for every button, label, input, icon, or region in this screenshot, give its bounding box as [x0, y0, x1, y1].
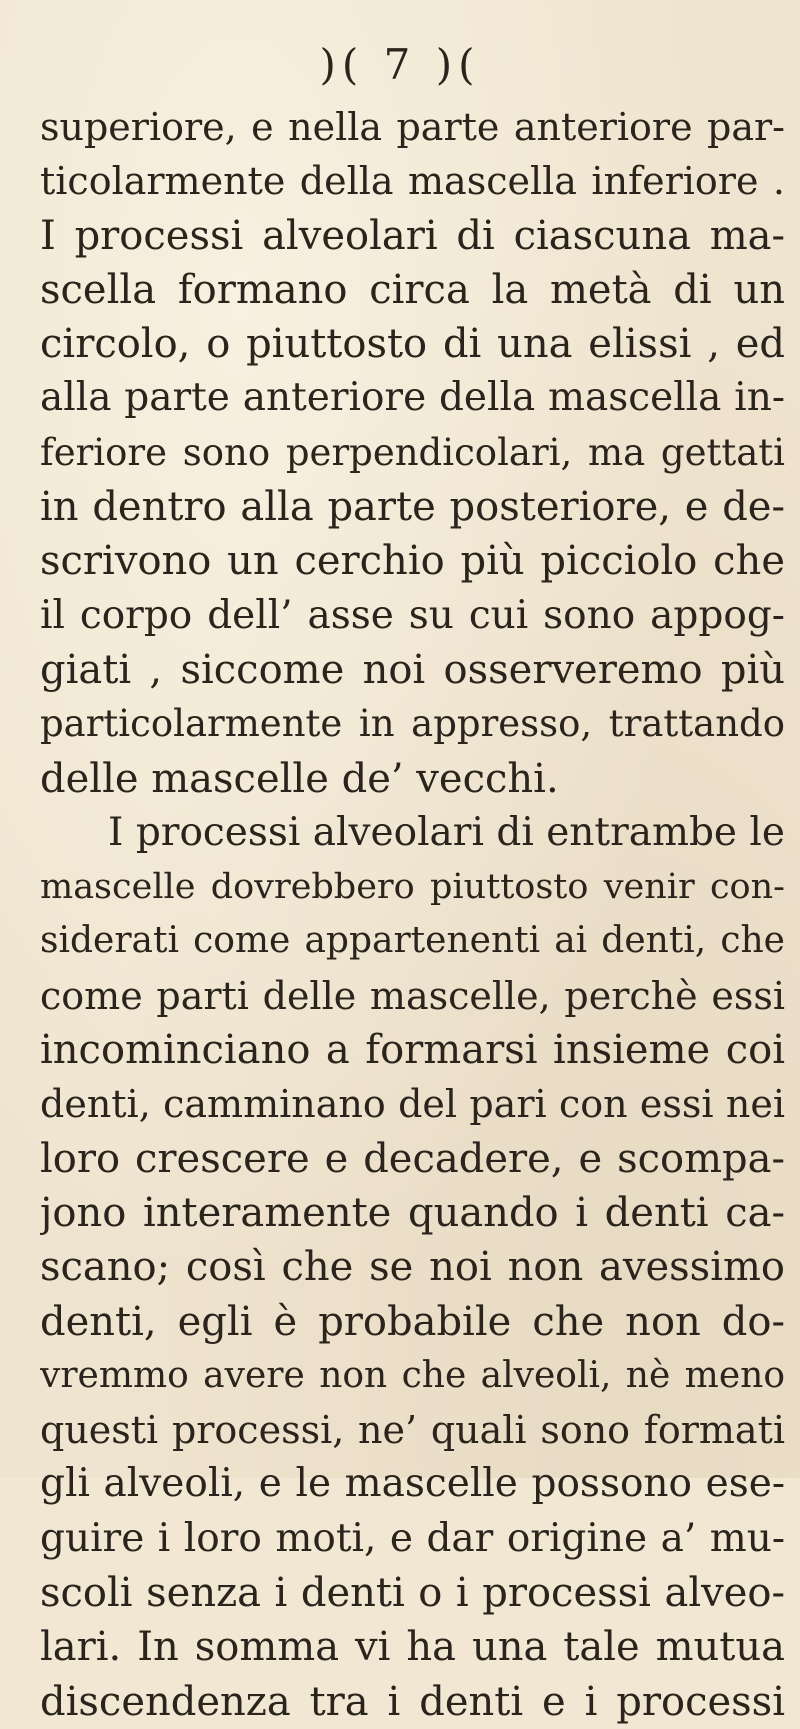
text-line: denti, egli è probabile che non do-	[40, 1298, 785, 1345]
text-line: ticolarmente della mascella inferiore .	[40, 159, 785, 204]
text-line: gli alveoli, e le mascelle possono ese-	[40, 1461, 785, 1507]
text-line: in dentro alla parte posteriore, e de-	[40, 484, 785, 531]
text-line: siderati come appartenenti ai denti, che	[40, 920, 785, 962]
text-line: scoli senza i denti o i processi alveo-	[40, 1570, 785, 1617]
text-line: lari. In somma vi ha una tale mutua	[40, 1624, 785, 1671]
text-line: particolarmente in appresso, trattando	[40, 702, 785, 746]
text-line: come parti delle mascelle, perchè essi	[40, 973, 785, 1018]
text-line: superiore, e nella parte anteriore par-	[40, 105, 785, 149]
text-line: jono interamente quando i denti ca-	[40, 1189, 785, 1236]
text-line: denti, camminano del pari con essi nei	[40, 1082, 785, 1127]
text-line: loro crescere e decadere, e scompa-	[40, 1135, 785, 1182]
text-line: scano; così che se noi non avessimo	[40, 1244, 785, 1291]
text-line: discendenza tra i denti e i processi	[40, 1678, 785, 1725]
paragraph-end-line: delle mascelle de’ vecchi.	[40, 755, 559, 802]
text-line: il corpo dell’ asse su cui sono appog-	[40, 592, 785, 638]
text-line: questi processi, ne’ quali sono formati	[40, 1408, 785, 1453]
text-line: feriore sono perpendicolari, ma gettati	[40, 430, 785, 474]
page-number-header: )( 7 )(	[319, 40, 481, 89]
text-line: circolo, o piuttosto di una elissi , ed	[40, 321, 785, 368]
text-line: scella formano circa la metà di un	[40, 266, 785, 313]
text-line: vremmo avere non che alveoli, nè meno	[40, 1354, 785, 1396]
text-line: guire i loro moti, e dar origine a’ mu-	[40, 1515, 785, 1561]
paragraph-start-line: I processi alveolari di entrambe le	[108, 809, 785, 855]
text-line: scrivono un cerchio più picciolo che	[40, 538, 785, 585]
text-line: mascelle dovrebbero piuttosto venir con-	[40, 867, 785, 908]
text-line: incominciano a formarsi insieme coi	[40, 1027, 785, 1074]
text-line: giati , siccome noi osserveremo più	[40, 646, 785, 693]
text-line: I processi alveolari di ciascuna ma-	[40, 212, 785, 259]
text-line: alla parte anteriore della mascella in-	[40, 375, 785, 421]
body-text	[40, 100, 785, 1729]
